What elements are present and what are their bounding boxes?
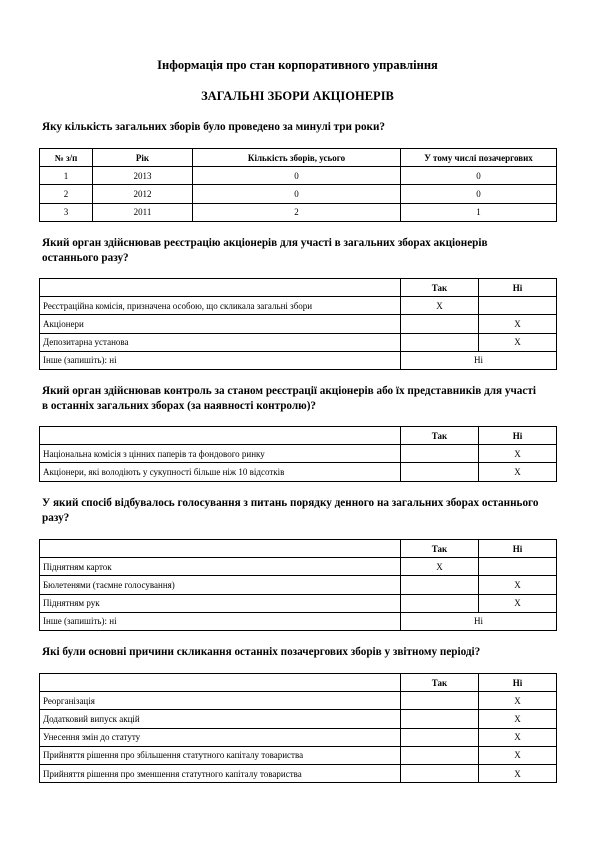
table-header-row: [40, 427, 557, 445]
row-label: Додатковий випуск акцій: [40, 710, 401, 728]
yes-mark: [401, 333, 479, 351]
table-row: [40, 558, 557, 576]
question-registration-control: Який орган здійснював контроль за станом реєстрації акціонерів або їх представників для участі в останніх загальних зборах (за наявності контролю)?: [42, 385, 536, 412]
yes-mark: [401, 315, 479, 333]
table-header-row: [40, 674, 557, 692]
row-label: Інше (запишіть): ні: [40, 351, 401, 369]
table-header-row: [40, 149, 557, 167]
column-header-empty: [40, 427, 401, 445]
extraordinary-reasons-table: [39, 673, 557, 783]
table-row: [40, 315, 557, 333]
row-label: Унесення змін до статуту: [40, 728, 401, 746]
table-cell: 0: [193, 167, 401, 185]
table-cell: 1: [401, 203, 557, 221]
yes-mark: [401, 576, 479, 594]
table-row-other: [40, 612, 557, 630]
no-mark: [479, 297, 557, 315]
column-header-yes: Так: [401, 279, 479, 297]
registration-body-table: [39, 278, 557, 370]
column-header-empty: [40, 674, 401, 692]
no-mark: X: [479, 692, 557, 710]
table-header-row: [40, 279, 557, 297]
question-meetings-count: Яку кількість загальних зборів було проведено за минулі три роки?: [42, 121, 386, 133]
table-cell: 2: [193, 203, 401, 221]
column-header-empty: [40, 279, 401, 297]
table-cell: 0: [193, 185, 401, 203]
no-mark: X: [479, 710, 557, 728]
column-header-no: Ні: [479, 540, 557, 558]
row-label: Прийняття рішення про збільшення статутного капіталу товариства: [40, 746, 401, 764]
row-label: Національна комісія з цінних паперів та фондового ринку: [40, 445, 401, 463]
table-row: [40, 692, 557, 710]
table-row: [40, 576, 557, 594]
table-header-row: [40, 540, 557, 558]
row-label: Піднятням рук: [40, 594, 401, 612]
other-value: Ні: [401, 612, 557, 630]
table-row: [40, 167, 557, 185]
row-label: Депозитарна установа: [40, 333, 401, 351]
question-extraordinary-reasons: Які були основні причини скликання останніх позачергових зборів у звітному періоді?: [42, 646, 481, 658]
yes-mark: [401, 594, 479, 612]
row-label: Прийняття рішення про зменшення статутного капіталу товариства: [40, 764, 401, 782]
voting-method-table: [39, 539, 557, 631]
table-row: [40, 185, 557, 203]
no-mark: X: [479, 463, 557, 481]
no-mark: X: [479, 728, 557, 746]
no-mark: X: [479, 764, 557, 782]
table-row: [40, 203, 557, 221]
no-mark: X: [479, 315, 557, 333]
yes-mark: X: [401, 297, 479, 315]
row-label: Інше (запишіть): ні: [40, 612, 401, 630]
table-row: [40, 594, 557, 612]
no-mark: X: [479, 333, 557, 351]
table-cell: 2013: [93, 167, 193, 185]
column-header: № з/п: [40, 149, 93, 167]
table-row: [40, 746, 557, 764]
row-label: Акціонери, які володіють у сукупності більше ніж 10 відсотків: [40, 463, 401, 481]
no-mark: X: [479, 576, 557, 594]
no-mark: X: [479, 594, 557, 612]
column-header: У тому числі позачергових: [401, 149, 557, 167]
column-header-no: Ні: [479, 674, 557, 692]
table-row: [40, 463, 557, 481]
table-row: [40, 333, 557, 351]
page-title: Інформація про стан корпоративного управління: [157, 58, 438, 72]
column-header-no: Ні: [479, 427, 557, 445]
registration-control-table: [39, 426, 557, 482]
table-cell: 0: [401, 185, 557, 203]
table-cell: 2011: [93, 203, 193, 221]
table-row: [40, 710, 557, 728]
column-header: Кількість зборів, усього: [193, 149, 401, 167]
no-mark: X: [479, 445, 557, 463]
row-label: Реорганізація: [40, 692, 401, 710]
table-row-other: [40, 351, 557, 369]
column-header-yes: Так: [401, 674, 479, 692]
yes-mark: X: [401, 558, 479, 576]
table-cell: 3: [40, 203, 93, 221]
column-header-empty: [40, 540, 401, 558]
row-label: Акціонери: [40, 315, 401, 333]
no-mark: [479, 558, 557, 576]
table-row: [40, 445, 557, 463]
table-row: [40, 728, 557, 746]
yes-mark: [401, 746, 479, 764]
table-cell: 2: [40, 185, 93, 203]
table-cell: 2012: [93, 185, 193, 203]
yes-mark: [401, 463, 479, 481]
row-label: Реєстраційна комісія, призначена особою, що скликала загальні збори: [40, 297, 401, 315]
table-cell: 0: [401, 167, 557, 185]
column-header-yes: Так: [401, 540, 479, 558]
column-header: Рік: [93, 149, 193, 167]
table-cell: 1: [40, 167, 93, 185]
yes-mark: [401, 445, 479, 463]
yes-mark: [401, 692, 479, 710]
page-subtitle: ЗАГАЛЬНІ ЗБОРИ АКЦІОНЕРІВ: [201, 89, 394, 103]
row-label: Піднятням карток: [40, 558, 401, 576]
table-row: [40, 764, 557, 782]
column-header-yes: Так: [401, 427, 479, 445]
no-mark: X: [479, 746, 557, 764]
yes-mark: [401, 764, 479, 782]
meetings-count-table: [39, 148, 557, 222]
yes-mark: [401, 710, 479, 728]
row-label: Бюлетенями (таємне голосування): [40, 576, 401, 594]
question-voting-method: У який спосіб відбувалось голосування з питань порядку денного на загальних зборах останнього разу?: [42, 497, 539, 524]
table-row: [40, 297, 557, 315]
column-header-no: Ні: [479, 279, 557, 297]
question-registration-body: Який орган здійснював реєстрацію акціонерів для участі в загальних зборах акціонерів останнього разу?: [42, 237, 488, 264]
yes-mark: [401, 728, 479, 746]
other-value: Ні: [401, 351, 557, 369]
